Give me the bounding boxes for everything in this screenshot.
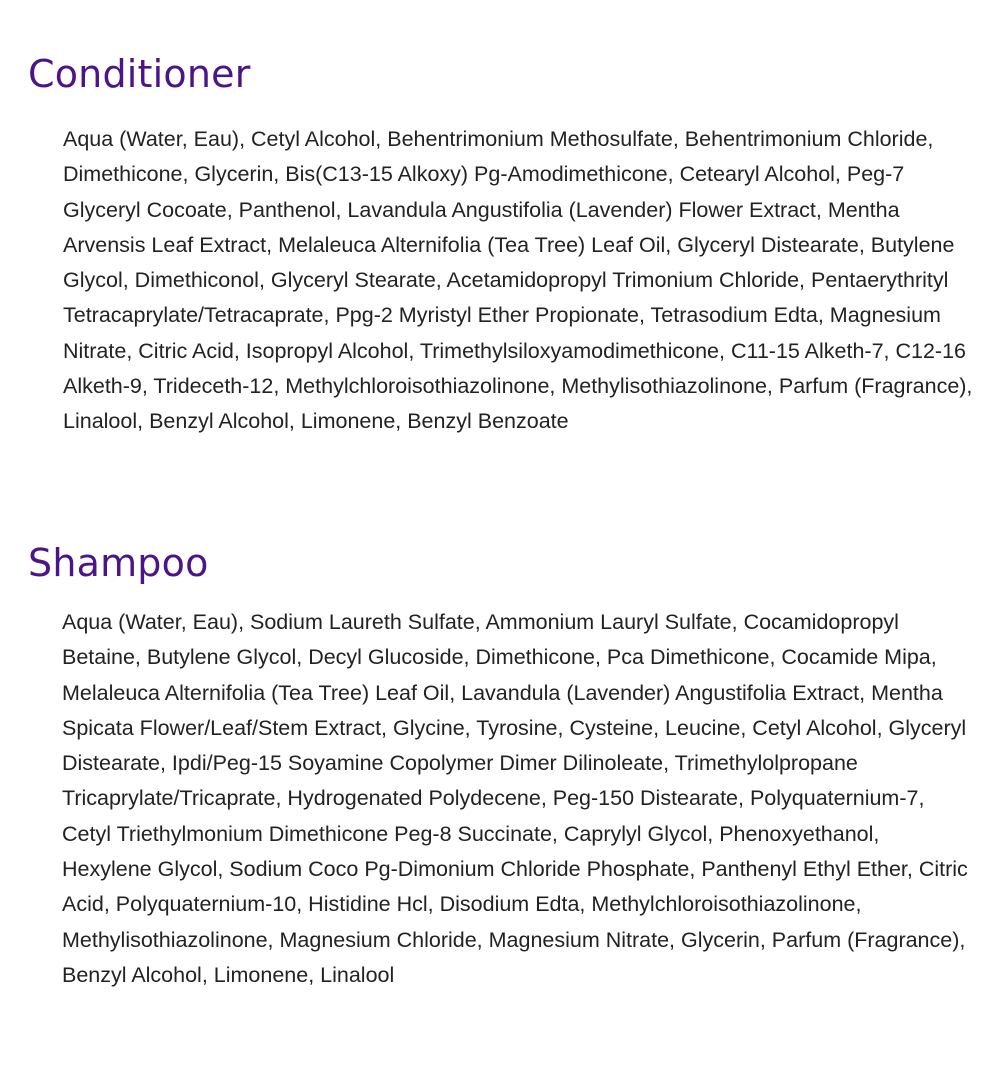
conditioner-ingredients-text: Aqua (Water, Eau), Cetyl Alcohol, Behentrimonium Methosulfate, Behentrimonium Chloride, Dimethicone, Glycerin, Bis(C13-15 Alkoxy) Pg-Amodimethicone, Cetearyl Alcohol, Peg-7 Glyceryl Cocoate, Panthenol, Lavandula Angustifolia (Lavender) Flower Extract, Mentha Arvensis Leaf Extract, Melaleuca Alternifolia (Tea Tree) Leaf Oil, Glyceryl Distearate, Butylene Glycol, Dimethiconol, Glyceryl Stearate, Acetamidopropyl Trimonium Chloride, Pentaerythrityl Tetracaprylate/Tetracaprate, Ppg-2 Myristyl Ether Propionate, Tetrasodium Edta, Magnesium Nitrate, Citric Acid, Isopropyl Alcohol, Trimethylsiloxyamodimethicone, C11-15 Alketh-7, C12-16 Alketh-9, Trideceth-12, Methylchloroisothiazolinone, Methylisothiazolinone, Parfum (Fragrance), Linalool, Benzyl Alcohol, Limonene, Benzyl Benzoate bbox=[63, 127, 973, 434]
shampoo-ingredients-text: Aqua (Water, Eau), Sodium Laureth Sulfate, Ammonium Lauryl Sulfate, Cocamidopropyl Betaine, Butylene Glycol, Decyl Glucoside, Dimethicone, Pca Dimethicone, Cocamide Mipa, Melaleuca Alternifolia (Tea Tree) Leaf Oil, Lavandula (Lavender) Angustifolia Extract, Mentha Spicata Flower/Leaf/Stem Extract, Glycine, Tyrosine, Cysteine, Leucine, Cetyl Alcohol, Glyceryl Distearate, Ipdi/Peg-15 Soyamine Copolymer Dimer Dilinoleate, Trimethylolpropane Tricaprylate/Tricaprate, Hydrogenated Polydecene, Peg-150 Distearate, Polyquaternium-7, Cetyl Triethylmonium Dimethicone Peg-8 Succinate, Caprylyl Glycol, Phenoxyethanol, Hexylene Glycol, Sodium Coco Pg-Dimonium Chloride Phosphate, Panthenyl Ethyl Ether, Citric Acid, Polyquaternium-10, Histidine Hcl, Disodium Edta, Methylchloroisothiazolinone, Methylisothiazolinone, Magnesium Chloride, Magnesium Nitrate, Glycerin, Parfum (Fragrance), Benzyl Alcohol, Limonene, Linalool bbox=[62, 610, 968, 987]
shampoo-heading: Shampoo bbox=[28, 541, 209, 585]
conditioner-heading: Conditioner bbox=[28, 52, 251, 96]
